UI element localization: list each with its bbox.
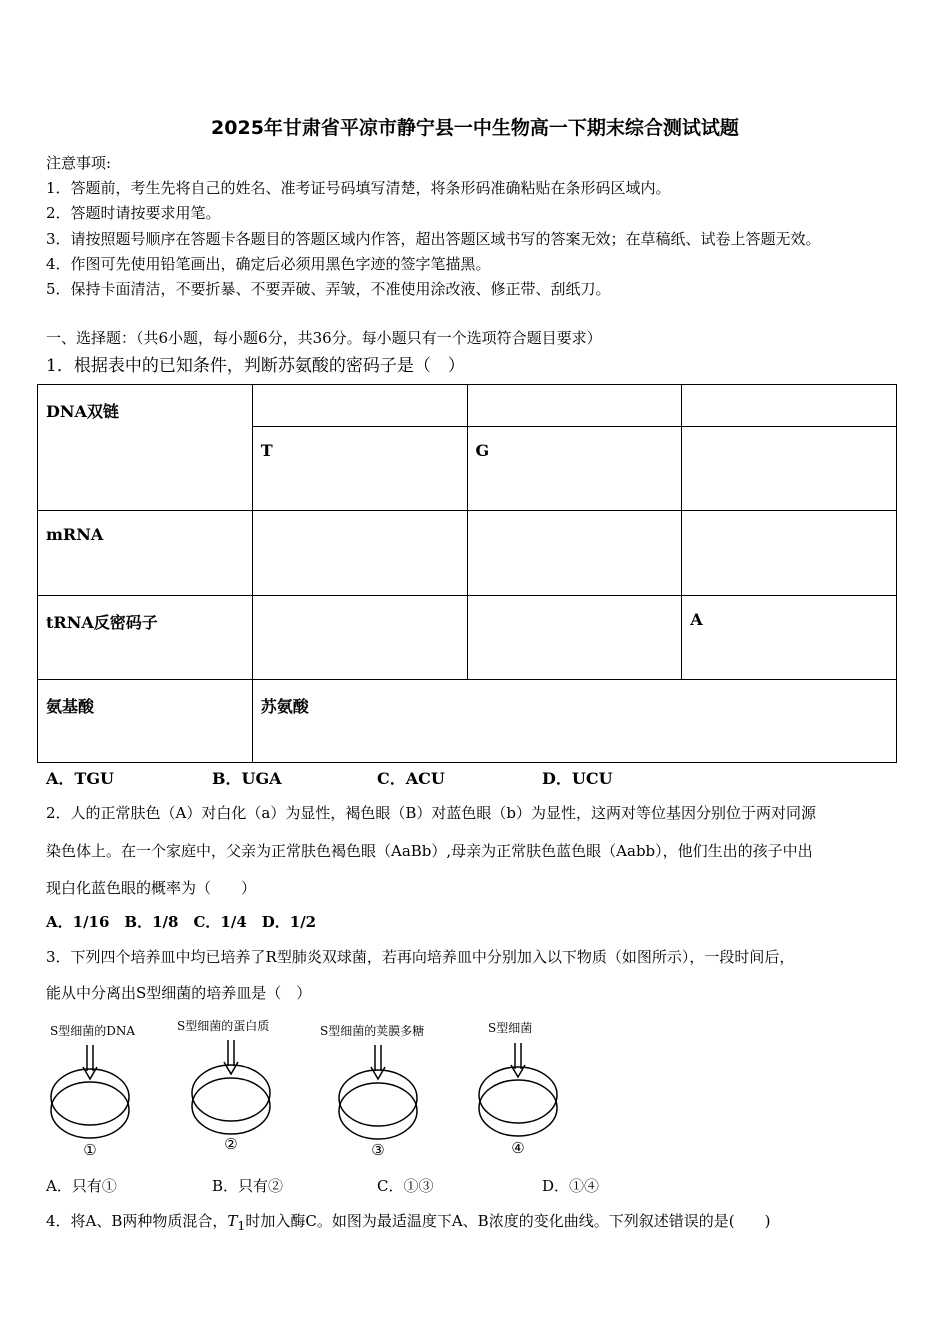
note-item: 2．答题时请按要求用笔。: [46, 204, 221, 222]
cell-mrna: mRNA: [38, 511, 253, 596]
cell-aa: 氨基酸: [38, 680, 253, 763]
page-title: 2025年甘肃省平凉市静宁县一中生物高一下期末综合测试试题: [211, 117, 739, 139]
petri-dishes-svg: [40, 1015, 600, 1160]
q3-option-b: B．只有②: [212, 1177, 284, 1195]
dish-number: ①: [83, 1141, 97, 1159]
q4-post: 时加入酶C。如图为最适温度下A、B浓度的变化曲线。下列叙述错误的是( ): [245, 1212, 771, 1230]
cell-g: G: [467, 427, 682, 511]
q2-options: A．1/16 B．1/8 C．1/4 D．1/2: [46, 913, 317, 931]
petri-dish-figure: [40, 1015, 600, 1164]
dish-label: S型细菌的荚膜多糖: [320, 1024, 425, 1038]
note-item: 3．请按照题号顺序在答题卡各题目的答题区域内作答，超出答题区域书写的答案无效；在草稿纸、试卷上答题无效。: [46, 230, 821, 248]
q3-option-d: D．①④: [542, 1177, 600, 1195]
q4-pre: 4．将A、B两种物质混合，: [46, 1212, 228, 1230]
cell-a: A: [682, 596, 897, 680]
q4-t: T: [227, 1212, 238, 1230]
q2-line: 现白化蓝色眼的概率为（ ）: [46, 879, 257, 897]
dish-number: ②: [224, 1135, 238, 1153]
section-heading: 一、选择题：（共6小题，每小题6分，共36分。每小题只有一个选项符合题目要求）: [46, 329, 602, 347]
dish-label: S型细菌的蛋白质: [177, 1019, 270, 1033]
dish-2: [192, 1040, 270, 1134]
note-item: 5．保持卡面清洁，不要折暴、不要弄破、弄皱，不准使用涂改液、修正带、刮纸刀。: [46, 280, 611, 298]
q3-line: 3．下列四个培养皿中均已培养了R型肺炎双球菌，若再向培养皿中分别加入以下物质（如图所示），一段时间后，: [46, 948, 795, 966]
cell-dna: DNA双链: [38, 385, 253, 511]
q3-line: 能从中分离出S型细菌的培养皿是（ ）: [46, 984, 312, 1002]
q1-option-a: A．TGU: [46, 769, 114, 788]
cell-t: T: [252, 427, 467, 511]
codon-table: [37, 384, 897, 763]
cell-thr: 苏氨酸: [252, 680, 896, 763]
dish-number: ④: [511, 1139, 525, 1157]
q1-option-b: B．UGA: [212, 769, 282, 788]
cell-trna: tRNA反密码子: [38, 596, 253, 680]
dish-4: [479, 1043, 557, 1136]
q4-stem: [46, 1210, 770, 1233]
q2-line: 染色体上。在一个家庭中，父亲为正常肤色褐色眼（AaBb）,母亲为正常肤色蓝色眼（Aabb），他们生出的孩子中出: [46, 842, 813, 860]
dish-number: ③: [371, 1141, 385, 1159]
q1-option-d: D．UCU: [542, 769, 613, 788]
q2-line: 2．人的正常肤色（A）对白化（a）为显性，褐色眼（B）对蓝色眼（b）为显性，这两对等位基因分别位于两对同源: [46, 804, 816, 822]
q4-sub: 1: [237, 1218, 246, 1233]
q3-option-a: A．只有①: [46, 1177, 117, 1195]
dish-3: [339, 1045, 417, 1139]
q1-option-c: C．ACU: [377, 769, 445, 788]
dish-label: S型细菌的DNA: [50, 1024, 136, 1038]
dish-label: S型细菌: [488, 1021, 533, 1035]
q3-option-c: C．①③: [377, 1177, 434, 1195]
note-item: 1．答题前，考生先将自己的姓名、准考证号码填写清楚，将条形码准确粘贴在条形码区域内。: [46, 179, 671, 197]
notes-heading: 注意事项:: [46, 154, 112, 172]
q1-stem: 1．根据表中的已知条件，判断苏氨酸的密码子是（ ）: [46, 356, 465, 376]
note-item: 4．作图可先使用铅笔画出，确定后必须用黑色字迹的签字笔描黑。: [46, 255, 491, 273]
dish-1: [51, 1045, 129, 1138]
